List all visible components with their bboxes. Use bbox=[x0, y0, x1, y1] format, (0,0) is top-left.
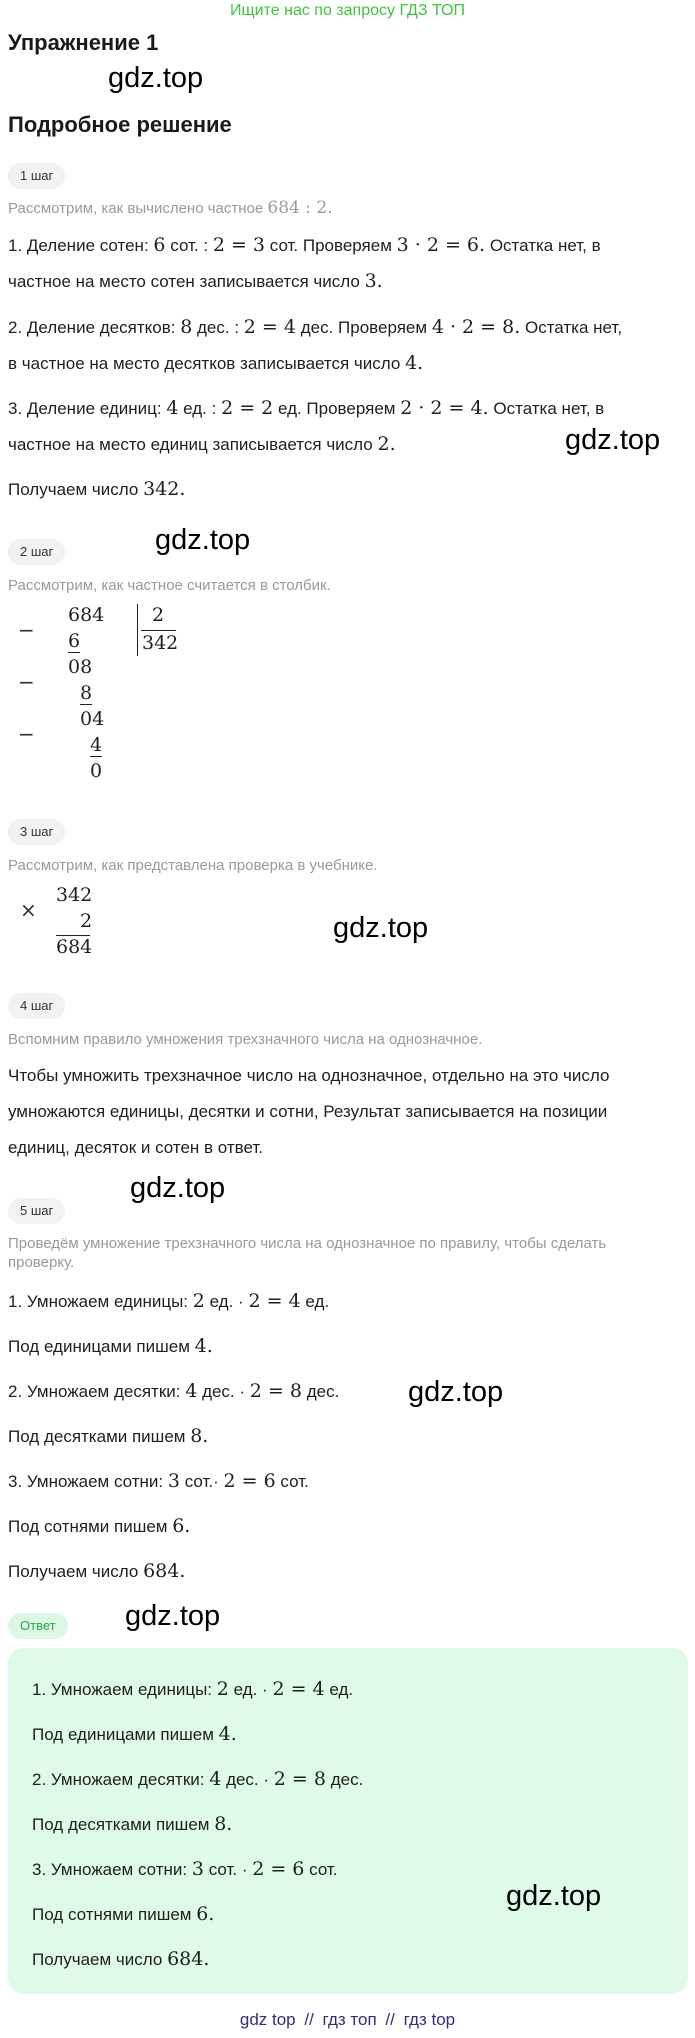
answer-note-1: Под единицами пишем 4. bbox=[32, 1723, 237, 1745]
long-division bbox=[0, 600, 200, 790]
answer-line-3: 3. Умножаем сотни: 3 сот. · 2 = 6 сот. bbox=[32, 1858, 338, 1880]
column-multiplication bbox=[0, 880, 200, 960]
step-badge: 3 шаг bbox=[8, 819, 65, 845]
answer-note-2: Под десятками пишем 8. bbox=[32, 1813, 233, 1835]
mult-note-3: Под сотнями пишем 6. bbox=[8, 1515, 191, 1537]
mult-line-3: 3. Умножаем сотни: 3 сот.· 2 = 6 сот. bbox=[8, 1470, 309, 1492]
dividend: 684 bbox=[68, 604, 105, 626]
step1-line1: 1. Деление сотен: 6 сот. : 2 = 3 сот. Проверяем 3 · 2 = 6. Остатка нет, в bbox=[8, 234, 601, 256]
minus-sign: − bbox=[18, 670, 35, 694]
step-intro: Рассмотрим, как представлена проверка в учебнике. bbox=[8, 857, 378, 874]
remainder: 08 bbox=[68, 656, 93, 678]
subtrahend: 6 bbox=[68, 630, 81, 652]
step1-line3b: частное на место единиц записывается число 2. bbox=[8, 433, 396, 455]
footer-link[interactable]: гдз топ bbox=[322, 2010, 377, 2029]
step1-result: Получаем число 342. bbox=[8, 478, 186, 500]
mult-note-2: Под десятками пишем 8. bbox=[8, 1425, 209, 1447]
footer-separator: // bbox=[385, 2010, 395, 2029]
watermark: gdz.top bbox=[108, 62, 204, 94]
mult-line-2: 2. Умножаем десятки: 4 дес. · 2 = 8 дес. bbox=[8, 1380, 340, 1402]
divisor: 2 bbox=[152, 604, 165, 626]
mult-result: Получаем число 684. bbox=[8, 1560, 186, 1582]
subtrahend: 8 bbox=[80, 682, 93, 704]
watermark: gdz.top bbox=[408, 1376, 504, 1408]
step-intro: Рассмотрим, как частное считается в столбик. bbox=[8, 577, 331, 594]
answer-badge: Ответ bbox=[8, 1613, 68, 1639]
minus-sign: − bbox=[18, 722, 35, 746]
answer-line-1: 1. Умножаем единицы: 2 ед. · 2 = 4 ед. bbox=[32, 1678, 354, 1700]
step1-line1b: частное на место сотен записывается число 3. bbox=[8, 270, 383, 292]
product: 684 bbox=[56, 936, 93, 958]
step1-line2b: в частное на место десятков записывается число 4. bbox=[8, 352, 424, 374]
footer-link[interactable]: гдз top bbox=[403, 2010, 456, 2029]
watermark: gdz.top bbox=[333, 912, 429, 944]
divisor-line bbox=[141, 630, 176, 631]
answer-result: Получаем число 684. bbox=[32, 1948, 210, 1970]
watermark: gdz.top bbox=[125, 1600, 221, 1632]
step-intro: Рассмотрим, как вычислено частное 684 : 2. bbox=[8, 198, 333, 218]
step-badge: 2 шаг bbox=[8, 539, 65, 565]
step-intro: Проведём умножение трехзначного числа на однозначное по правилу, чтобы сделать проверку. bbox=[8, 1235, 607, 1271]
watermark: gdz.top bbox=[506, 1880, 602, 1912]
step-badge: 1 шаг bbox=[8, 163, 65, 189]
footer-separator: // bbox=[304, 2010, 314, 2029]
multiplier: 2 bbox=[80, 910, 93, 932]
section-title: Подробное решение bbox=[8, 112, 232, 137]
remainder: 04 bbox=[80, 708, 105, 730]
times-sign: × bbox=[20, 898, 37, 922]
page-title: Упражнение 1 bbox=[8, 30, 159, 55]
step-intro: Вспомним правило умножения трехзначного числа на однозначное. bbox=[8, 1031, 483, 1048]
footer-links bbox=[0, 2010, 695, 2030]
step1-line3: 3. Деление единиц: 4 ед. : 2 = 2 ед. Проверяем 2 · 2 = 4. Остатка нет, в bbox=[8, 397, 605, 419]
footer-link[interactable]: gdz top bbox=[239, 2010, 296, 2029]
watermark: gdz.top bbox=[565, 424, 661, 456]
step1-line2: 2. Деление десятков: 8 дес. : 2 = 4 дес. Проверяем 4 · 2 = 8. Остатка нет, bbox=[8, 316, 623, 338]
answer-line-2: 2. Умножаем десятки: 4 дес. · 2 = 8 дес. bbox=[32, 1768, 364, 1790]
step-badge: 5 шаг bbox=[8, 1198, 65, 1224]
rule-text: Чтобы умножить трехзначное число на однозначное, отдельно на это число умножаются единицы, десятки и сотни, Результат записывается на позиции единиц, десяток и сотен в ответ. bbox=[8, 1066, 610, 1157]
subtrahend: 4 bbox=[90, 734, 103, 756]
multiplicand: 342 bbox=[56, 884, 93, 906]
answer-box bbox=[8, 1648, 688, 1994]
quotient: 342 bbox=[142, 632, 179, 654]
minus-sign: − bbox=[18, 618, 35, 642]
final-remainder: 0 bbox=[90, 760, 103, 782]
mult-note-1: Под единицами пишем 4. bbox=[8, 1335, 213, 1357]
answer-note-3: Под сотнями пишем 6. bbox=[32, 1903, 215, 1925]
top-banner[interactable]: Ищите нас по запросу ГДЗ ТОП bbox=[230, 2, 465, 19]
step-badge: 4 шаг bbox=[8, 993, 65, 1019]
mult-line-1: 1. Умножаем единицы: 2 ед. · 2 = 4 ед. bbox=[8, 1290, 330, 1312]
watermark: gdz.top bbox=[155, 524, 251, 556]
division-bar bbox=[137, 604, 138, 656]
watermark: gdz.top bbox=[130, 1172, 226, 1204]
